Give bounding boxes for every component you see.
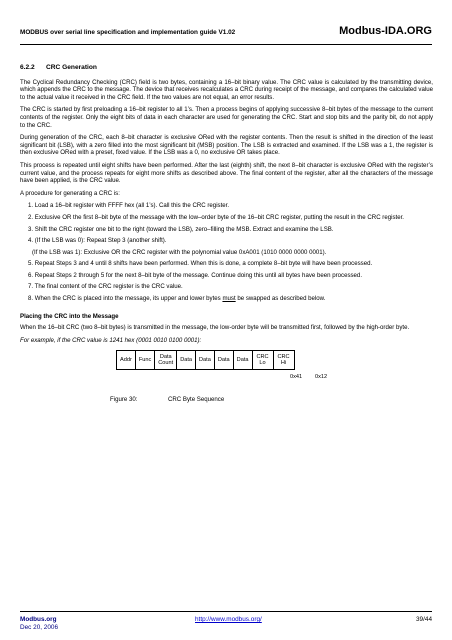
brand-logo-text: Modbus-IDA.ORG [339, 25, 432, 37]
page-footer [20, 611, 432, 631]
figure-label: Figure 30: [110, 396, 138, 404]
step8-text: 8. When the CRC is placed into the message, its upper and lower bytes [28, 295, 223, 303]
table-cell: Data [233, 351, 252, 370]
subsection-heading: Placing the CRC into the Message [20, 312, 119, 320]
procedure-step: 5. Repeat Steps 3 and 4 until 8 shifts have been performed. When this is done, a complete 8–bit byte will have been processed. [28, 260, 373, 268]
footer-date: Dec 20, 2006 [20, 624, 59, 631]
table-cell: Data [214, 351, 233, 370]
procedure-step: (If the LSB was 1): Exclusive OR the CRC register with the polynomial value 0xA001 (1010 0000 0000 0001). [32, 248, 327, 256]
section-title: CRC Generation [46, 64, 97, 71]
step8-emphasis: must [222, 295, 236, 303]
table-cell: CRC Hi [273, 351, 294, 370]
footer-link[interactable]: http://www.modbus.org/ [195, 616, 262, 623]
page-header [20, 24, 432, 45]
table-cell: Func [135, 351, 154, 370]
step8-text-end: be swapped as described below. [235, 295, 326, 303]
figure-caption [110, 396, 433, 404]
page-number: 39/44 [416, 616, 432, 623]
paragraph: A procedure for generating a CRC is: [20, 189, 120, 197]
paragraph: This process is repeated until eight shifts have been performed. After the last (eighth) shift, the next 8–bit character is exclusive ORed with the register’s current value, and the process repeats for eight more shifts as described above. The final content of the register, after all the characters of the message have been applied, is the CRC value. [20, 161, 433, 185]
section-heading [20, 64, 433, 72]
table-cell: Addr [117, 351, 136, 370]
example-text: For example, if the CRC value is 1241 hex (0001 0010 0100 0001): [20, 336, 202, 344]
table-cell: CRC Lo [252, 351, 273, 370]
footer-site: Modbus.org [20, 616, 57, 623]
procedure-step: 1. Load a 16–bit register with FFFF hex (all 1’s). Call this the CRC register. [28, 202, 230, 210]
procedure-step: 6. Repeat Steps 2 through 5 for the next 8–bit byte of the message. Continue doing this until all bytes have been processed. [28, 271, 363, 279]
table-cell: Data Count [155, 351, 177, 370]
paragraph: During generation of the CRC, each 8–bit character is exclusive ORed with the register contents. Then the result is shifted in the direction of the least significant bit (LSB), with a zero filled into the most significant bit (MSB) position. The LSB is extracted and examined. If the LSB was a 1, the register is then exclusive ORed with a preset, fixed value. If the LSB was a 0, no exclusive OR takes place. [20, 134, 433, 157]
table-cell: Data [177, 351, 196, 370]
section-number: 6.2.2 [20, 64, 35, 71]
crc-values-row [116, 372, 433, 384]
crc-hi-value: 0x12 [315, 374, 328, 381]
paragraph: The Cyclical Redundancy Checking (CRC) field is two bytes, containing a 16–bit binary value. The CRC value is calculated by the transmitting device, which appends the CRC to the message. The device that receives recalculates a CRC during receipt of the message, and compares the calculated value to the actual value it received in the CRC field. If the two values are not equal, an error results. [20, 78, 433, 101]
crc-byte-figure [116, 350, 433, 384]
paragraph: The CRC is started by first preloading a 16–bit register to all 1’s. Then a process begins of applying successive 8–bit bytes of the message to the current contents of the register. Only the eight bits of data in each character are used for generating the CRC. Start and stop bits and the parity bit, do not apply to the CRC. [20, 106, 433, 129]
procedure-step: 3. Shift the CRC register one bit to the right (toward the LSB), zero–filling the MSB. Extract and examine the LSB. [28, 225, 334, 233]
procedure-step: 7. The final content of the CRC register is the CRC value. [28, 283, 183, 291]
document-title: MODBUS over serial line specification and implementation guide V1.02 [20, 29, 236, 36]
figure-title: CRC Byte Sequence [168, 396, 225, 404]
byte-sequence-table [116, 350, 295, 370]
footer-info [20, 616, 58, 632]
procedure-step: 4. (If the LSB was 0): Repeat Step 3 (another shift). [28, 237, 167, 245]
crc-lo-value: 0x41 [290, 374, 303, 381]
procedure-step [28, 295, 433, 303]
procedure-step: 2. Exclusive OR the first 8–bit byte of the message with the low–order byte of the 16–bit CRC register, putting the result in the CRC register. [28, 213, 404, 221]
paragraph: When the 16–bit CRC (two 8–bit bytes) is transmitted in the message, the low-order byte will be transmitted first, followed by the high-order byte. [20, 324, 410, 332]
page-content [20, 64, 433, 404]
table-cell: Data [196, 351, 215, 370]
